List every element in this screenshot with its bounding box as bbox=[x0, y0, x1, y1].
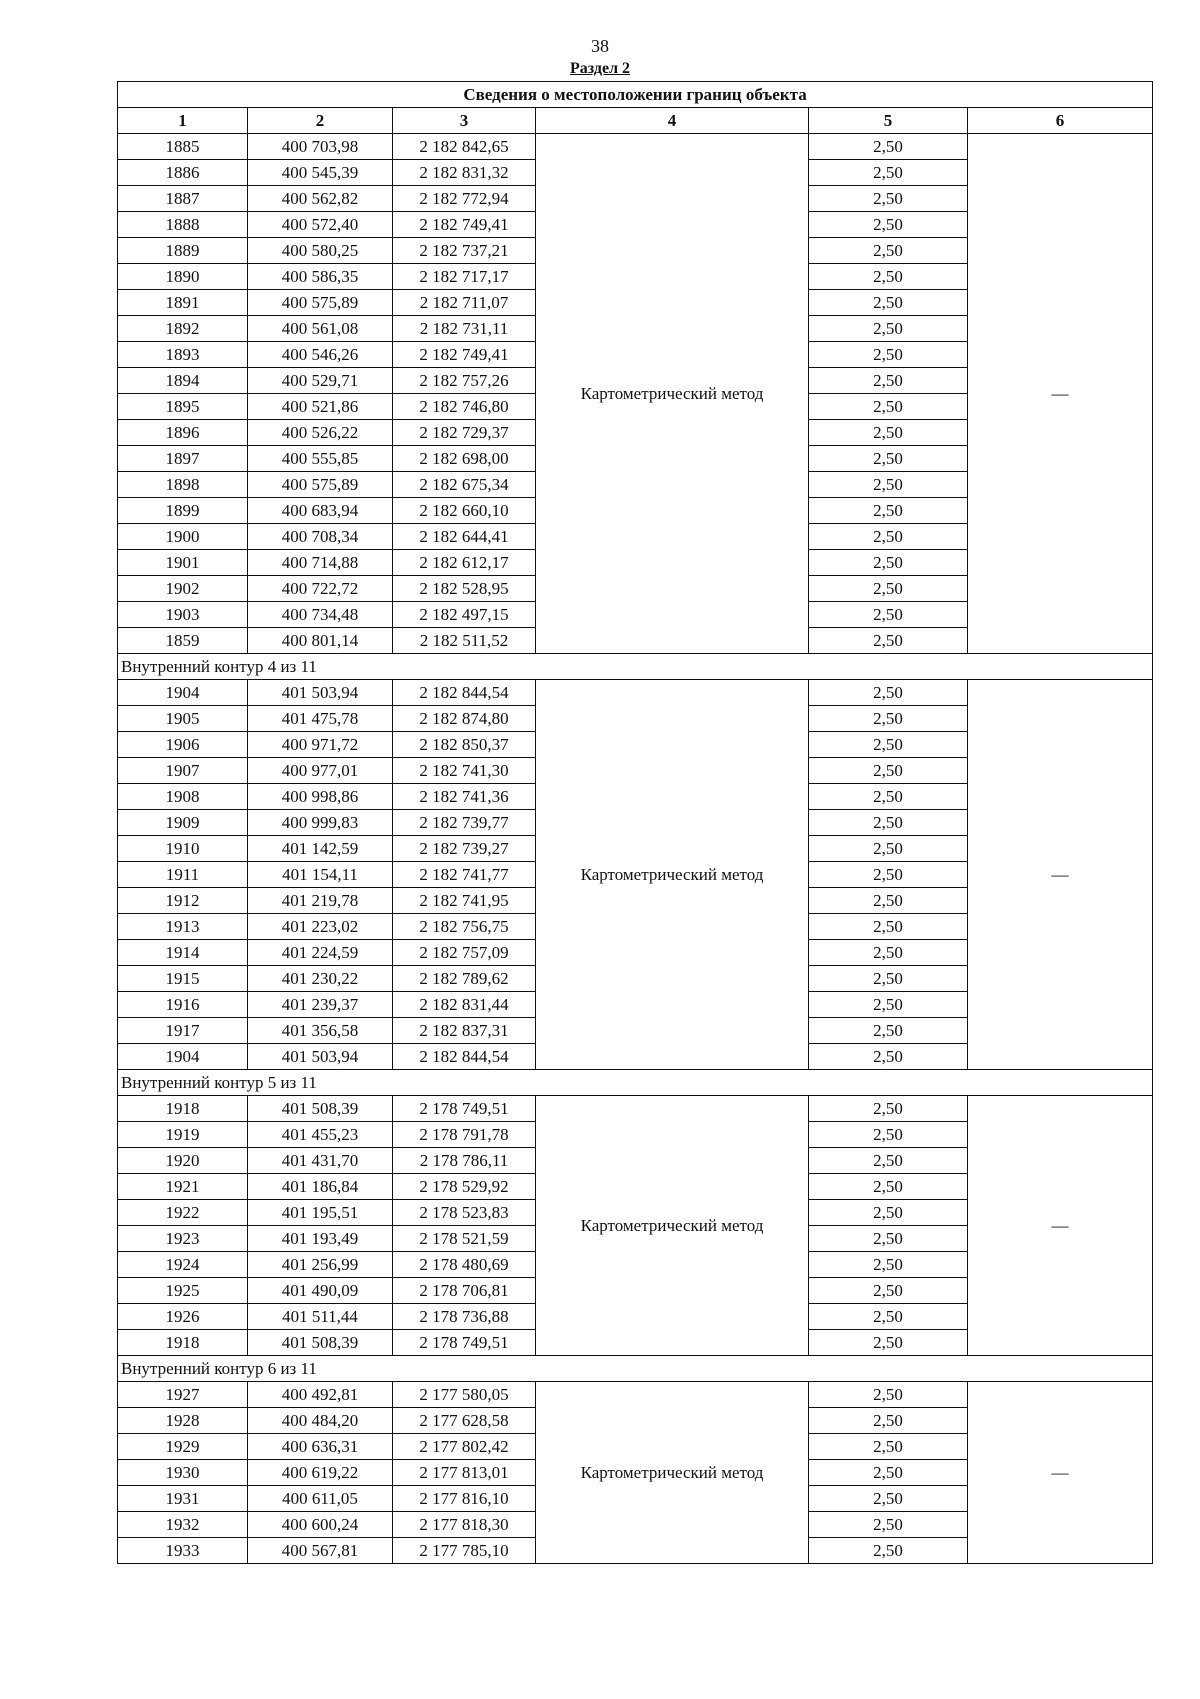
precision-cell: 2,50 bbox=[809, 914, 968, 940]
x-coordinate-cell: 401 508,39 bbox=[248, 1096, 393, 1122]
x-coordinate-cell: 400 545,39 bbox=[248, 160, 393, 186]
method-cell: Картометрический метод bbox=[536, 134, 809, 654]
precision-cell: 2,50 bbox=[809, 1278, 968, 1304]
precision-cell: 2,50 bbox=[809, 862, 968, 888]
column-header: 1 bbox=[118, 108, 248, 134]
point-number-cell: 1923 bbox=[118, 1226, 248, 1252]
y-coordinate-cell: 2 182 844,54 bbox=[393, 680, 536, 706]
table-row bbox=[118, 680, 1153, 706]
point-number-cell: 1906 bbox=[118, 732, 248, 758]
y-coordinate-cell: 2 182 741,95 bbox=[393, 888, 536, 914]
y-coordinate-cell: 2 182 757,26 bbox=[393, 368, 536, 394]
precision-cell: 2,50 bbox=[809, 1122, 968, 1148]
x-coordinate-cell: 401 455,23 bbox=[248, 1122, 393, 1148]
y-coordinate-cell: 2 182 698,00 bbox=[393, 446, 536, 472]
point-number-cell: 1895 bbox=[118, 394, 248, 420]
x-coordinate-cell: 400 567,81 bbox=[248, 1538, 393, 1564]
section-title: Раздел 2 bbox=[569, 60, 631, 77]
x-coordinate-cell: 400 546,26 bbox=[248, 342, 393, 368]
precision-cell: 2,50 bbox=[809, 628, 968, 654]
precision-cell: 2,50 bbox=[809, 316, 968, 342]
precision-cell: 2,50 bbox=[809, 1148, 968, 1174]
point-number-cell: 1905 bbox=[118, 706, 248, 732]
x-coordinate-cell: 401 193,49 bbox=[248, 1226, 393, 1252]
point-number-cell: 1902 bbox=[118, 576, 248, 602]
precision-cell: 2,50 bbox=[809, 1018, 968, 1044]
x-coordinate-cell: 401 475,78 bbox=[248, 706, 393, 732]
x-coordinate-cell: 400 555,85 bbox=[248, 446, 393, 472]
precision-cell: 2,50 bbox=[809, 1460, 968, 1486]
point-number-cell: 1915 bbox=[118, 966, 248, 992]
x-coordinate-cell: 400 801,14 bbox=[248, 628, 393, 654]
point-number-cell: 1859 bbox=[118, 628, 248, 654]
contour-row bbox=[118, 1356, 1153, 1382]
precision-cell: 2,50 bbox=[809, 1174, 968, 1200]
precision-cell: 2,50 bbox=[809, 1200, 968, 1226]
precision-cell: 2,50 bbox=[809, 1486, 968, 1512]
y-coordinate-cell: 2 182 837,31 bbox=[393, 1018, 536, 1044]
point-number-cell: 1903 bbox=[118, 602, 248, 628]
point-number-cell: 1918 bbox=[118, 1330, 248, 1356]
x-coordinate-cell: 400 484,20 bbox=[248, 1408, 393, 1434]
x-coordinate-cell: 400 977,01 bbox=[248, 758, 393, 784]
precision-cell: 2,50 bbox=[809, 342, 968, 368]
x-coordinate-cell: 400 529,71 bbox=[248, 368, 393, 394]
table-caption: Сведения о местоположении границ объекта bbox=[118, 82, 1153, 108]
x-coordinate-cell: 401 142,59 bbox=[248, 836, 393, 862]
y-coordinate-cell: 2 177 785,10 bbox=[393, 1538, 536, 1564]
boundary-table bbox=[117, 81, 1153, 1564]
y-coordinate-cell: 2 182 737,21 bbox=[393, 238, 536, 264]
point-number-cell: 1887 bbox=[118, 186, 248, 212]
y-coordinate-cell: 2 178 480,69 bbox=[393, 1252, 536, 1278]
y-coordinate-cell: 2 182 772,94 bbox=[393, 186, 536, 212]
precision-cell: 2,50 bbox=[809, 212, 968, 238]
precision-cell: 2,50 bbox=[809, 758, 968, 784]
y-coordinate-cell: 2 182 731,11 bbox=[393, 316, 536, 342]
x-coordinate-cell: 400 734,48 bbox=[248, 602, 393, 628]
point-number-cell: 1931 bbox=[118, 1486, 248, 1512]
method-cell: Картометрический метод bbox=[536, 680, 809, 1070]
x-coordinate-cell: 401 511,44 bbox=[248, 1304, 393, 1330]
point-number-cell: 1888 bbox=[118, 212, 248, 238]
column-header: 5 bbox=[809, 108, 968, 134]
x-coordinate-cell: 401 256,99 bbox=[248, 1252, 393, 1278]
x-coordinate-cell: 400 971,72 bbox=[248, 732, 393, 758]
y-coordinate-cell: 2 182 789,62 bbox=[393, 966, 536, 992]
y-coordinate-cell: 2 182 739,77 bbox=[393, 810, 536, 836]
y-coordinate-cell: 2 178 749,51 bbox=[393, 1096, 536, 1122]
precision-cell: 2,50 bbox=[809, 1304, 968, 1330]
y-coordinate-cell: 2 182 831,44 bbox=[393, 992, 536, 1018]
precision-cell: 2,50 bbox=[809, 420, 968, 446]
page-number: 38 bbox=[591, 36, 609, 56]
x-coordinate-cell: 400 714,88 bbox=[248, 550, 393, 576]
precision-cell: 2,50 bbox=[809, 992, 968, 1018]
point-number-cell: 1904 bbox=[118, 680, 248, 706]
x-coordinate-cell: 400 619,22 bbox=[248, 1460, 393, 1486]
precision-cell: 2,50 bbox=[809, 498, 968, 524]
point-number-cell: 1910 bbox=[118, 836, 248, 862]
precision-cell: 2,50 bbox=[809, 1538, 968, 1564]
y-coordinate-cell: 2 182 757,09 bbox=[393, 940, 536, 966]
y-coordinate-cell: 2 177 628,58 bbox=[393, 1408, 536, 1434]
point-number-cell: 1922 bbox=[118, 1200, 248, 1226]
y-coordinate-cell: 2 178 786,11 bbox=[393, 1148, 536, 1174]
precision-cell: 2,50 bbox=[809, 784, 968, 810]
x-coordinate-cell: 400 600,24 bbox=[248, 1512, 393, 1538]
x-coordinate-cell: 400 492,81 bbox=[248, 1382, 393, 1408]
y-coordinate-cell: 2 182 528,95 bbox=[393, 576, 536, 602]
precision-cell: 2,50 bbox=[809, 290, 968, 316]
point-number-cell: 1901 bbox=[118, 550, 248, 576]
point-number-cell: 1909 bbox=[118, 810, 248, 836]
precision-cell: 2,50 bbox=[809, 732, 968, 758]
point-number-cell: 1892 bbox=[118, 316, 248, 342]
contour-row bbox=[118, 654, 1153, 680]
column-header: 2 bbox=[248, 108, 393, 134]
point-number-cell: 1914 bbox=[118, 940, 248, 966]
x-coordinate-cell: 400 575,89 bbox=[248, 472, 393, 498]
precision-cell: 2,50 bbox=[809, 446, 968, 472]
point-number-cell: 1897 bbox=[118, 446, 248, 472]
y-coordinate-cell: 2 177 813,01 bbox=[393, 1460, 536, 1486]
x-coordinate-cell: 401 503,94 bbox=[248, 680, 393, 706]
point-number-cell: 1932 bbox=[118, 1512, 248, 1538]
y-coordinate-cell: 2 177 818,30 bbox=[393, 1512, 536, 1538]
precision-cell: 2,50 bbox=[809, 836, 968, 862]
y-coordinate-cell: 2 182 831,32 bbox=[393, 160, 536, 186]
x-coordinate-cell: 401 356,58 bbox=[248, 1018, 393, 1044]
y-coordinate-cell: 2 182 741,77 bbox=[393, 862, 536, 888]
point-number-cell: 1893 bbox=[118, 342, 248, 368]
note-cell: — bbox=[968, 680, 1153, 1070]
precision-cell: 2,50 bbox=[809, 134, 968, 160]
contour-row bbox=[118, 1070, 1153, 1096]
y-coordinate-cell: 2 178 529,92 bbox=[393, 1174, 536, 1200]
method-cell: Картометрический метод bbox=[536, 1382, 809, 1564]
precision-cell: 2,50 bbox=[809, 524, 968, 550]
point-number-cell: 1900 bbox=[118, 524, 248, 550]
point-number-cell: 1898 bbox=[118, 472, 248, 498]
x-coordinate-cell: 400 998,86 bbox=[248, 784, 393, 810]
precision-cell: 2,50 bbox=[809, 1330, 968, 1356]
point-number-cell: 1904 bbox=[118, 1044, 248, 1070]
note-cell: — bbox=[968, 134, 1153, 654]
x-coordinate-cell: 401 239,37 bbox=[248, 992, 393, 1018]
point-number-cell: 1890 bbox=[118, 264, 248, 290]
x-coordinate-cell: 400 708,34 bbox=[248, 524, 393, 550]
point-number-cell: 1924 bbox=[118, 1252, 248, 1278]
x-coordinate-cell: 400 580,25 bbox=[248, 238, 393, 264]
precision-cell: 2,50 bbox=[809, 394, 968, 420]
y-coordinate-cell: 2 182 842,65 bbox=[393, 134, 536, 160]
table-row bbox=[118, 1382, 1153, 1408]
point-number-cell: 1925 bbox=[118, 1278, 248, 1304]
point-number-cell: 1899 bbox=[118, 498, 248, 524]
point-number-cell: 1889 bbox=[118, 238, 248, 264]
y-coordinate-cell: 2 182 844,54 bbox=[393, 1044, 536, 1070]
precision-cell: 2,50 bbox=[809, 1512, 968, 1538]
y-coordinate-cell: 2 178 749,51 bbox=[393, 1330, 536, 1356]
point-number-cell: 1917 bbox=[118, 1018, 248, 1044]
precision-cell: 2,50 bbox=[809, 1044, 968, 1070]
y-coordinate-cell: 2 178 523,83 bbox=[393, 1200, 536, 1226]
precision-cell: 2,50 bbox=[809, 810, 968, 836]
y-coordinate-cell: 2 182 675,34 bbox=[393, 472, 536, 498]
y-coordinate-cell: 2 178 791,78 bbox=[393, 1122, 536, 1148]
precision-cell: 2,50 bbox=[809, 1408, 968, 1434]
column-header-row bbox=[118, 108, 1153, 134]
precision-cell: 2,50 bbox=[809, 1096, 968, 1122]
x-coordinate-cell: 400 521,86 bbox=[248, 394, 393, 420]
x-coordinate-cell: 400 703,98 bbox=[248, 134, 393, 160]
point-number-cell: 1928 bbox=[118, 1408, 248, 1434]
point-number-cell: 1907 bbox=[118, 758, 248, 784]
y-coordinate-cell: 2 177 580,05 bbox=[393, 1382, 536, 1408]
column-header: 3 bbox=[393, 108, 536, 134]
x-coordinate-cell: 401 154,11 bbox=[248, 862, 393, 888]
x-coordinate-cell: 401 195,51 bbox=[248, 1200, 393, 1226]
point-number-cell: 1896 bbox=[118, 420, 248, 446]
x-coordinate-cell: 400 722,72 bbox=[248, 576, 393, 602]
x-coordinate-cell: 401 503,94 bbox=[248, 1044, 393, 1070]
y-coordinate-cell: 2 182 756,75 bbox=[393, 914, 536, 940]
x-coordinate-cell: 400 999,83 bbox=[248, 810, 393, 836]
x-coordinate-cell: 400 526,22 bbox=[248, 420, 393, 446]
y-coordinate-cell: 2 182 741,30 bbox=[393, 758, 536, 784]
point-number-cell: 1920 bbox=[118, 1148, 248, 1174]
column-header: 4 bbox=[536, 108, 809, 134]
y-coordinate-cell: 2 182 749,41 bbox=[393, 342, 536, 368]
y-coordinate-cell: 2 182 660,10 bbox=[393, 498, 536, 524]
point-number-cell: 1933 bbox=[118, 1538, 248, 1564]
x-coordinate-cell: 401 490,09 bbox=[248, 1278, 393, 1304]
precision-cell: 2,50 bbox=[809, 576, 968, 602]
x-coordinate-cell: 400 683,94 bbox=[248, 498, 393, 524]
point-number-cell: 1886 bbox=[118, 160, 248, 186]
precision-cell: 2,50 bbox=[809, 1434, 968, 1460]
precision-cell: 2,50 bbox=[809, 602, 968, 628]
point-number-cell: 1929 bbox=[118, 1434, 248, 1460]
point-number-cell: 1930 bbox=[118, 1460, 248, 1486]
precision-cell: 2,50 bbox=[809, 186, 968, 212]
y-coordinate-cell: 2 177 816,10 bbox=[393, 1486, 536, 1512]
point-number-cell: 1912 bbox=[118, 888, 248, 914]
point-number-cell: 1926 bbox=[118, 1304, 248, 1330]
point-number-cell: 1911 bbox=[118, 862, 248, 888]
x-coordinate-cell: 401 223,02 bbox=[248, 914, 393, 940]
x-coordinate-cell: 400 562,82 bbox=[248, 186, 393, 212]
x-coordinate-cell: 401 508,39 bbox=[248, 1330, 393, 1356]
point-number-cell: 1921 bbox=[118, 1174, 248, 1200]
x-coordinate-cell: 400 611,05 bbox=[248, 1486, 393, 1512]
point-number-cell: 1891 bbox=[118, 290, 248, 316]
x-coordinate-cell: 401 224,59 bbox=[248, 940, 393, 966]
note-cell: — bbox=[968, 1096, 1153, 1356]
precision-cell: 2,50 bbox=[809, 550, 968, 576]
x-coordinate-cell: 400 575,89 bbox=[248, 290, 393, 316]
precision-cell: 2,50 bbox=[809, 706, 968, 732]
precision-cell: 2,50 bbox=[809, 966, 968, 992]
precision-cell: 2,50 bbox=[809, 940, 968, 966]
precision-cell: 2,50 bbox=[809, 238, 968, 264]
point-number-cell: 1885 bbox=[118, 134, 248, 160]
x-coordinate-cell: 401 186,84 bbox=[248, 1174, 393, 1200]
table-body bbox=[118, 134, 1153, 1564]
x-coordinate-cell: 400 561,08 bbox=[248, 316, 393, 342]
column-header: 6 bbox=[968, 108, 1153, 134]
y-coordinate-cell: 2 182 717,17 bbox=[393, 264, 536, 290]
y-coordinate-cell: 2 182 644,41 bbox=[393, 524, 536, 550]
y-coordinate-cell: 2 182 749,41 bbox=[393, 212, 536, 238]
point-number-cell: 1913 bbox=[118, 914, 248, 940]
y-coordinate-cell: 2 182 739,27 bbox=[393, 836, 536, 862]
precision-cell: 2,50 bbox=[809, 368, 968, 394]
contour-label: Внутренний контур 5 из 11 bbox=[118, 1070, 1153, 1096]
y-coordinate-cell: 2 182 612,17 bbox=[393, 550, 536, 576]
y-coordinate-cell: 2 182 497,15 bbox=[393, 602, 536, 628]
point-number-cell: 1908 bbox=[118, 784, 248, 810]
method-cell: Картометрический метод bbox=[536, 1096, 809, 1356]
precision-cell: 2,50 bbox=[809, 1252, 968, 1278]
x-coordinate-cell: 401 219,78 bbox=[248, 888, 393, 914]
contour-label: Внутренний контур 4 из 11 bbox=[118, 654, 1153, 680]
precision-cell: 2,50 bbox=[809, 888, 968, 914]
table-row bbox=[118, 1096, 1153, 1122]
point-number-cell: 1918 bbox=[118, 1096, 248, 1122]
x-coordinate-cell: 401 431,70 bbox=[248, 1148, 393, 1174]
point-number-cell: 1894 bbox=[118, 368, 248, 394]
y-coordinate-cell: 2 182 711,07 bbox=[393, 290, 536, 316]
y-coordinate-cell: 2 178 521,59 bbox=[393, 1226, 536, 1252]
y-coordinate-cell: 2 182 746,80 bbox=[393, 394, 536, 420]
table-head bbox=[118, 82, 1153, 134]
precision-cell: 2,50 bbox=[809, 1382, 968, 1408]
y-coordinate-cell: 2 177 802,42 bbox=[393, 1434, 536, 1460]
y-coordinate-cell: 2 182 729,37 bbox=[393, 420, 536, 446]
precision-cell: 2,50 bbox=[809, 472, 968, 498]
precision-cell: 2,50 bbox=[809, 264, 968, 290]
y-coordinate-cell: 2 182 850,37 bbox=[393, 732, 536, 758]
y-coordinate-cell: 2 182 511,52 bbox=[393, 628, 536, 654]
y-coordinate-cell: 2 178 736,88 bbox=[393, 1304, 536, 1330]
y-coordinate-cell: 2 178 706,81 bbox=[393, 1278, 536, 1304]
point-number-cell: 1919 bbox=[118, 1122, 248, 1148]
y-coordinate-cell: 2 182 741,36 bbox=[393, 784, 536, 810]
point-number-cell: 1927 bbox=[118, 1382, 248, 1408]
precision-cell: 2,50 bbox=[809, 1226, 968, 1252]
table-row bbox=[118, 134, 1153, 160]
note-cell: — bbox=[968, 1382, 1153, 1564]
x-coordinate-cell: 400 636,31 bbox=[248, 1434, 393, 1460]
contour-label: Внутренний контур 6 из 11 bbox=[118, 1356, 1153, 1382]
x-coordinate-cell: 401 230,22 bbox=[248, 966, 393, 992]
x-coordinate-cell: 400 572,40 bbox=[248, 212, 393, 238]
precision-cell: 2,50 bbox=[809, 680, 968, 706]
precision-cell: 2,50 bbox=[809, 160, 968, 186]
point-number-cell: 1916 bbox=[118, 992, 248, 1018]
y-coordinate-cell: 2 182 874,80 bbox=[393, 706, 536, 732]
x-coordinate-cell: 400 586,35 bbox=[248, 264, 393, 290]
